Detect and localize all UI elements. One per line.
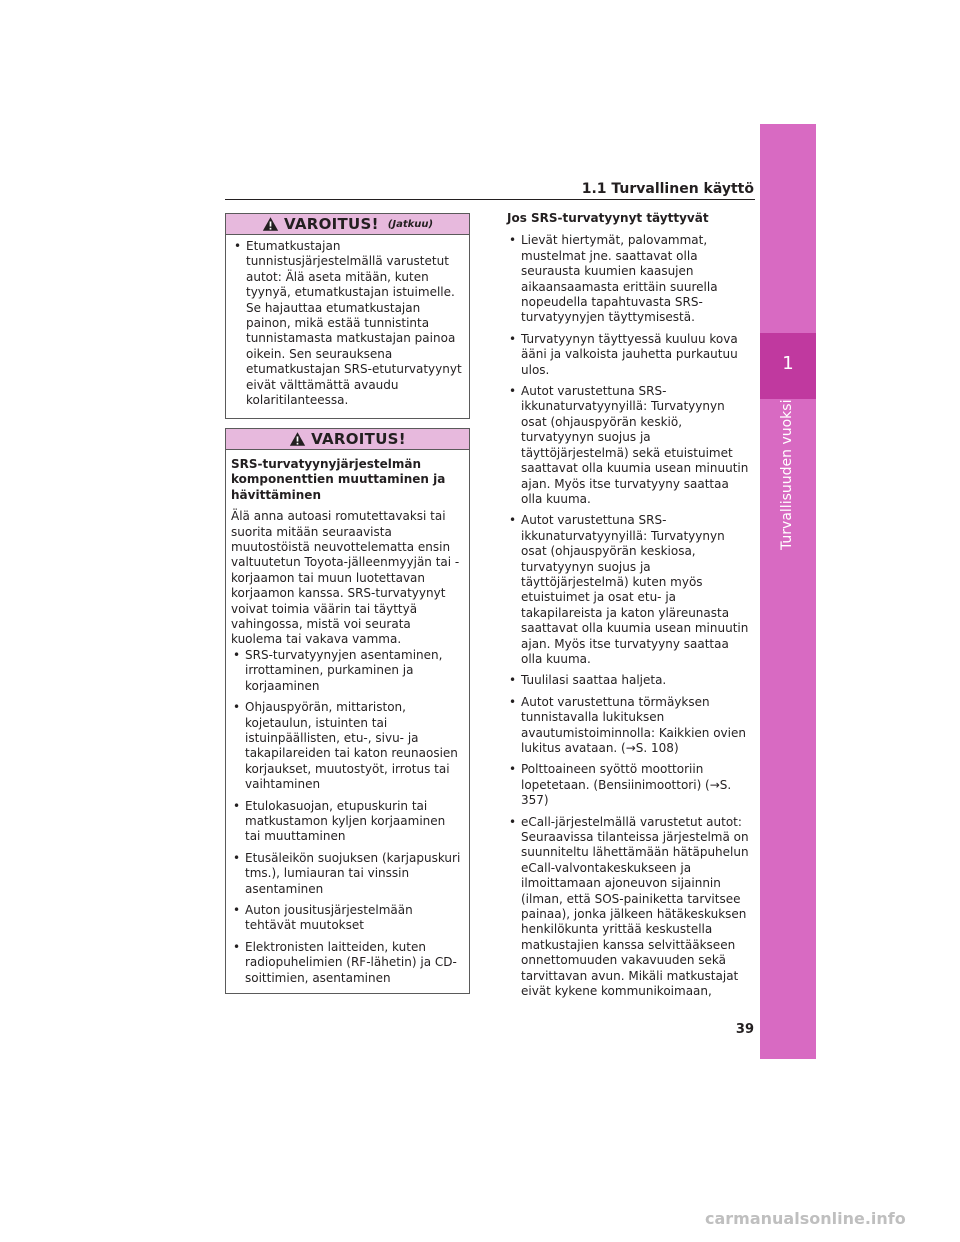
list-item: • Auton jousitusjärjestelmään tehtävät muutokset xyxy=(231,903,464,934)
section-title: 1.1 Turvallinen käyttö xyxy=(581,181,754,197)
list-item: • Tuulilasi saattaa haljeta. xyxy=(507,673,750,688)
list-item: • Polttoaineen syöttö moottoriin lopetetaan. (Bensiinimoottori) (→S. 357) xyxy=(507,762,750,808)
chapter-tab xyxy=(760,124,816,1059)
warning-intro: Älä anna autoasi romutettavaksi tai suorita mitään seuraavista muutostöistä neuvottelematta ensin valtuutetun Toyota-jälleenmyyjän tai -korjaamon tai muun luotettavan korjaamon kanssa. SRS-turvatyynyt voivat toimia väärin tai täyttyä vahingossa, mistä voi seurata kuolema tai vakava vamma. xyxy=(231,509,460,647)
warning-heading: SRS-turvatyynyjärjestelmän komponenttien muuttaminen ja hävittäminen xyxy=(231,457,446,502)
warning-icon xyxy=(289,431,306,447)
header-divider xyxy=(225,199,755,200)
warning-title: VAROITUS! xyxy=(283,215,379,233)
list-item: • Etusäleikön suojuksen (karjapuskuri tms.), lumiauran tai vinssin asentaminen xyxy=(231,851,464,897)
list-item: • Elektronisten laitteiden, kuten radiopuhelimien (RF-lähetin) ja CD-soittimien, asentaminen xyxy=(231,940,464,986)
warning-subtitle: (Jatkuu) xyxy=(387,218,434,230)
list-item: • Autot varustettuna SRS-ikkunaturvatyynyillä: Turvatyynyn osat (ohjauspyörän keskiosa, turvatyynyn suojus ja täyttöjärjestelmä) kuten myös etuistuimet ja osat etu- ja takapilareista ja katon yläreunasta saattavat olla kuumia usean minuutin ajan. Myös itse turvatyyny saattaa olla kuuma. xyxy=(507,513,750,667)
list-item: • Ohjauspyörän, mittariston, kojetaulun, istuinten tai istuinpäällisten, etu-, sivu- ja takapilareiden tai katon reunaosien korjaukset, muutostyöt, irrotus tai vaihtaminen xyxy=(231,700,464,792)
list-item: • Lievät hiertymät, palovammat, mustelmat jne. saattavat olla seurausta kuumien kaasujen aikaansaamasta erittäin suurella nopeudella tapahtuvasta SRS-turvatyynyjen täyttymisestä. xyxy=(507,233,750,325)
page-number: 39 xyxy=(735,1022,754,1037)
right-column xyxy=(507,211,750,1006)
list-item: • Etulokasuojan, etupuskurin tai matkustamon kyljen korjaaminen tai muuttaminen xyxy=(231,799,464,845)
list-item: • SRS-turvatyynyjen asentaminen, irrottaminen, purkaminen ja korjaaminen xyxy=(231,648,464,694)
list-item: • Autot varustettuna SRS-ikkunaturvatyynyillä: Turvatyynyn osat (ohjauspyörän keskiö, turvatyynyn suojus ja täyttöjärjestelmä) sekä etuistuimet saattavat olla kuumia usean minuutin ajan. Myös itse turvatyyny saattaa olla kuuma. xyxy=(507,384,750,507)
watermark: carmanualsonline.info xyxy=(705,1209,906,1228)
list-item: • Autot varustettuna törmäyksen tunnistavalla lukituksen avautumistoiminnolla: Kaikkien ovien lukitus avataan. (→S. 108) xyxy=(507,695,750,757)
warning-header xyxy=(226,429,469,450)
warning-icon xyxy=(262,216,279,232)
warning-box-continued xyxy=(225,213,470,419)
chapter-label: Turvallisuuden vuoksi xyxy=(779,399,795,550)
list-item: • Turvatyynyn täyttyessä kuuluu kova ääni ja valkoista jauhetta purkautuu ulos. xyxy=(507,332,750,378)
warning-box xyxy=(225,428,470,994)
chapter-number: 1 xyxy=(782,353,794,374)
warning-title: VAROITUS! xyxy=(311,430,406,448)
section-heading: Jos SRS-turvatyynyt täyttyvät xyxy=(507,211,709,225)
list-item: • Etumatkustajan tunnistusjärjestelmällä varustetut autot: Älä aseta mitään, kuten tyynyä, etumatkustajan istuimelle. Se hajauttaa etumatkustajan painon, mikä estää tunnistinta tunnistamasta matkustajan painoa oikein. Sen seurauksena etumatkustajan SRS-etuturvatyynyt eivät välttämättä avaudu kolaritilanteessa. xyxy=(232,239,463,408)
warning-header xyxy=(226,214,469,235)
list-item: • eCall-järjestelmällä varustetut autot: Seuraavissa tilanteissa järjestelmä on suunniteltu lähettämään hätäpuhelun eCall-valvontakeskukseen ja ilmoittamaan ajoneuvon sijainnin (ilman, että SOS-painiketta tarvitsee painaa), jonka jälkeen hätäkeskuksen henkilökunta yrittää keskustella matkustajien kanssa selvittääkseen onnettomuuden vakavuuden sekä tarvittavan avun. Mikäli matkustajat eivät kykene kommunikoimaan, xyxy=(507,815,750,1000)
